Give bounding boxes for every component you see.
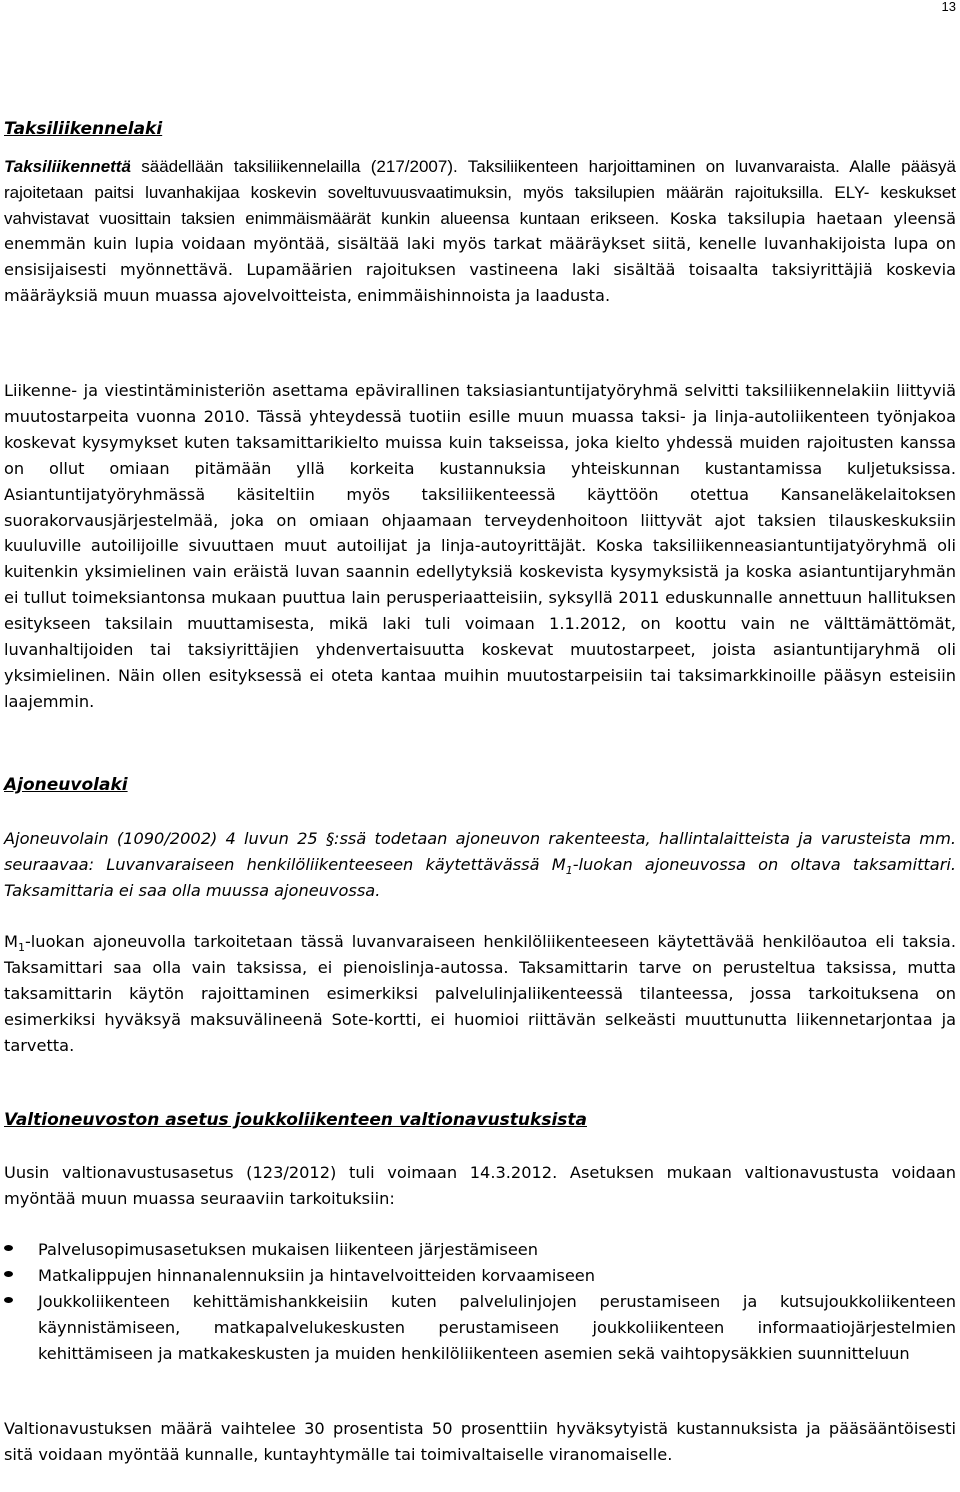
paragraph-vehicle-2 bbox=[4, 929, 956, 1059]
bullet-icon bbox=[4, 1245, 13, 1251]
vehicle-p1-part-a: Ajoneuvolain (1090/2002) 4 luvun 25 §:ssä todetaan ajoneuvon rakenteesta, hallintalaitteista ja varusteista mm. seuraavaa: Luvanvaraiseen henkilöliikenteeseen käytettävässä M bbox=[4, 829, 956, 874]
vehicle-p2-part-b: -luokan ajoneuvolla tarkoitetaan tässä luvanvaraiseen henkilöliikenteeseen käytettävää henkilöautoa eli taksia. Taksamittari saa olla vain taksissa, ei pienoislinja-autossa. Taksamittarin tarve on perusteltua taksissa, mutta taksamittarin käytön rajoittaminen esimerkiksi palvelulinjaliikenteessä tilanteessa, jossa tarkoituksena on esimerkiksi hyväksyä maksuvälineenä Sote-kortti, ei huomioi riittävän selkeästi muuttunutta liikennetarjontaa ja tarvetta. bbox=[4, 932, 956, 1055]
list-item bbox=[4, 1263, 956, 1289]
list-item-text: Joukkoliikenteen kehittämishankkeisiin kuten palvelulinjojen perustamiseen ja kutsujoukkoliikenteen käynnistämiseen, matkapalvelukeskusten perustamiseen joukkoliikenteen informaatiojärjestelmien kehittämiseen ja matkakeskusten ja muiden henkilöliikenteen asemien sekä vaihtopysäkkien suunnitteluun bbox=[38, 1291, 956, 1363]
vehicle-p1-part-b: -luokan ajoneuvossa on oltava taksamittari. Taksamittaria ei saa olla muussa ajoneuvossa. bbox=[4, 854, 956, 900]
subsidy-purpose-list bbox=[4, 1237, 956, 1367]
page-number: 13 bbox=[941, 0, 956, 14]
paragraph-subsidy-1: Uusin valtionavustusasetus (123/2012) tuli voimaan 14.3.2012. Asetuksen mukaan valtionavustusta voidaan myöntää muun muassa seuraaviin tarkoituksiin: bbox=[4, 1163, 956, 1208]
paragraph-subsidy-2: Valtionavustuksen määrä vaihtelee 30 prosentista 50 prosenttiin hyväksytyistä kustannuksista ja pääsääntöisesti sitä voidaan myöntää kunnalle, kuntayhtymälle tai toimivaltaiselle viranomaiselle. bbox=[4, 1419, 956, 1464]
list-item-text: Palvelusopimusasetuksen mukaisen liikenteen järjestämiseen bbox=[38, 1240, 539, 1259]
taxi-term: Taksiliikennettä bbox=[4, 157, 131, 176]
paragraph-vehicle-1 bbox=[4, 826, 956, 904]
vehicle-p2-subscript: 1 bbox=[17, 941, 25, 955]
heading-vehicle-law: Ajoneuvolaki bbox=[4, 775, 128, 795]
list-item bbox=[4, 1237, 956, 1263]
taxi-p1-text: säädellään taksiliikennelailla (217/2007). Taksiliikenteen harjoittaminen on luvanvaraista. Alalle pääsyä rajoitetaan paitsi luvanhakijaa koskevin soveltuvuusvaatimuksin, myös taksilupien määrän rajoituksilla. ELY- keskukset vahvistavat vuosittain taksien enimmäismäärät kunkin alueensa kuntaan erikseen. bbox=[4, 157, 956, 228]
paragraph-taxi-2: Liikenne- ja viestintäministeriön asettama epävirallinen taksiasiantuntijatyöryhmä selvitti taksiliikennelakiin liittyviä muutostarpeita vuonna 2010. Tässä yhteydessä tuotiin esille muun muassa taksi- ja linja-autoliikenteen työnjakoa koskevat kysymykset kuten taksamittarikielto muissa kuin takseissa, joka kielto yhdessä muiden rajoitusten kanssa on ollut omiaan pitämään yllä korkeita kustannuksia yhteiskunnan kustantamissa kuljetuksissa. Asiantuntijatyöryhmässä käsiteltiin myös taksiliikenteessä käyttöön otettua Kansaneläkelaitoksen suorakorvausjärjestelmää, joka on omiaan ohjaamaan terveydenhoitoon liittyvät ajot taksien tilauskeskuksiin kuuluville autoilijoille sivuuttaen muut autoilijat ja linja-autoyrittäjät. Koska taksiliikenneasiantuntijatyöryhmä oli kuitenkin yksimielinen vain eräistä luvan saannin edellytyksiä koskevista kysymyksistä ja koska asiantuntijaryhmän ei tullut toimeksiantonsa mukaan puuttua lain perusperiaatteisiin, syksyllä 2011 eduskunnalle annettuun hallituksen esitykseen taksilain muuttamisesta, mikä laki tuli voimaan 1.1.2012, on koottu vain ne välttämättömät, luvanhaltijoiden tai taksiyrittäjien yhdenvertaisuutta koskevat muutostarpeet, joista asiantuntijaryhmä oli yksimielinen. Näin ollen esityksessä ei oteta kantaa muihin muutostarpeisiin tai taksimarkkinoille pääsyn esteisiin laajemmin. bbox=[4, 381, 956, 711]
list-item bbox=[4, 1289, 956, 1367]
bullet-icon bbox=[4, 1297, 13, 1303]
paragraph-taxi-1 bbox=[4, 154, 956, 309]
taxi-p1-continued: Koska taksilupia haetaan yleensä enemmän kuin lupia voidaan myöntää, sisältää laki myös tarkat määräykset siitä, kenelle luvanhakijoista lupa on ensisijaisesti myönnettävä. Lupamäärien rajoituksen vastineena laki sisältää toisaalta taksiyrittäjiä koskevia määräyksiä muun muassa ajovelvoitteista, enimmäishinnoista ja laadusta. bbox=[4, 208, 956, 305]
list-item-text: Matkalippujen hinnanalennuksiin ja hintavelvoitteiden korvaamiseen bbox=[38, 1265, 596, 1285]
heading-subsidy-decree: Valtioneuvoston asetus joukkoliikenteen valtionavustuksista bbox=[4, 1110, 587, 1130]
heading-taxi-law: Taksiliikennelaki bbox=[4, 119, 163, 139]
bullet-icon bbox=[4, 1271, 13, 1277]
vehicle-p1-subscript: 1 bbox=[565, 864, 573, 878]
vehicle-p2-part-a: M bbox=[4, 932, 18, 951]
